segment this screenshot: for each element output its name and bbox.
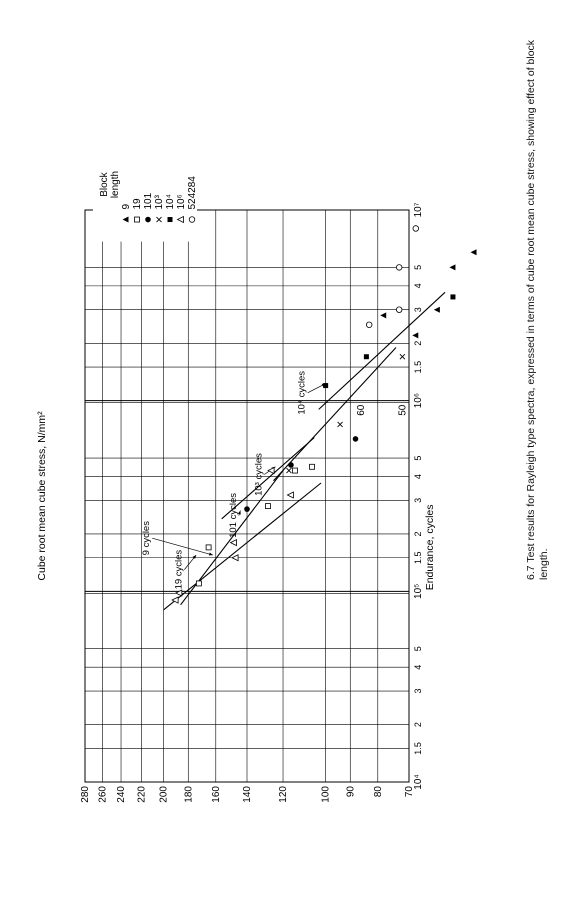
x-tick-label: 1.5 bbox=[413, 551, 423, 565]
x-tick-label: 5 bbox=[413, 264, 423, 270]
data-point bbox=[265, 504, 270, 509]
caption-line-2: length. bbox=[538, 548, 550, 580]
annotation-label: 9 cycles bbox=[141, 521, 153, 556]
fit-lines bbox=[164, 292, 445, 609]
x-tick-label: 3 bbox=[413, 497, 423, 503]
x-tick-label: 10⁶ bbox=[413, 393, 424, 409]
x-tick-label: 3 bbox=[413, 307, 423, 313]
data-point bbox=[323, 383, 328, 388]
annotation-label: 10⁴ cycles bbox=[296, 370, 308, 415]
y-axis-secondary-ticks bbox=[356, 404, 409, 416]
data-point bbox=[287, 492, 293, 498]
data-point bbox=[244, 506, 250, 512]
annotation-label: 101 cycles bbox=[227, 493, 239, 538]
y-tick-label: 260 bbox=[97, 786, 109, 803]
legend-label: 19 bbox=[132, 198, 143, 210]
y-secondary-tick-label: 50 bbox=[397, 404, 409, 416]
data-point bbox=[434, 307, 440, 313]
data-point bbox=[293, 468, 298, 473]
annotation-label: 19 cycles bbox=[173, 549, 185, 590]
legend-title: Block bbox=[99, 172, 110, 197]
data-point bbox=[450, 294, 455, 299]
data-point bbox=[449, 264, 455, 270]
x-tick-label: 4 bbox=[413, 474, 423, 480]
legend bbox=[93, 100, 198, 242]
y-tick-label: 280 bbox=[80, 786, 91, 803]
y-tick-label: 200 bbox=[158, 786, 170, 803]
y-axis-ticks bbox=[80, 786, 415, 803]
data-point bbox=[231, 540, 237, 546]
x-tick-label: 10⁴ bbox=[413, 774, 424, 790]
y-tick-label: 70 bbox=[404, 786, 415, 798]
y-tick-label: 240 bbox=[116, 786, 128, 803]
legend-label: 10³ bbox=[154, 195, 165, 210]
data-point bbox=[400, 354, 405, 359]
caption bbox=[525, 39, 550, 580]
annotation-arrowhead bbox=[209, 553, 213, 556]
y-tick-label: 180 bbox=[183, 786, 195, 803]
x-tick-label: 4 bbox=[413, 283, 423, 289]
x-tick-label: 2 bbox=[413, 531, 423, 537]
y-axis-label: Cube root mean cube stress, N/mm² bbox=[36, 411, 48, 581]
x-tick-label: 1.5 bbox=[413, 742, 423, 755]
y-tick-label: 220 bbox=[136, 786, 148, 803]
legend-marker bbox=[189, 217, 195, 223]
legend-marker bbox=[145, 217, 151, 223]
legend-label: 9 bbox=[121, 203, 132, 210]
y-tick-label: 80 bbox=[372, 786, 384, 798]
data-point bbox=[380, 312, 386, 318]
data-point bbox=[338, 422, 343, 427]
x-tick-label: 10⁷ bbox=[413, 202, 424, 218]
y-tick-label: 160 bbox=[210, 786, 222, 803]
data-point bbox=[364, 354, 369, 359]
data-point bbox=[206, 545, 211, 550]
y-tick-label: 140 bbox=[242, 786, 253, 803]
annotation-label: 10³ cycles bbox=[253, 453, 265, 496]
x-tick-label: 2 bbox=[413, 722, 423, 728]
x-tick-label: 10⁵ bbox=[413, 583, 424, 599]
fit-line bbox=[164, 483, 321, 610]
data-point bbox=[413, 226, 419, 232]
x-axis-label: Endurance, cycles bbox=[424, 504, 436, 591]
data-point bbox=[288, 462, 294, 468]
x-tick-label: 5 bbox=[413, 646, 423, 652]
legend-marker bbox=[135, 217, 140, 222]
data-point bbox=[396, 265, 402, 271]
x-axis-ticks bbox=[413, 202, 424, 789]
caption-line-1: 6.7 Test results for Rayleigh type spectra, expressed in terms of cube root mean cube stress, showing effect of block bbox=[525, 39, 537, 580]
data-point bbox=[310, 464, 315, 469]
data-point bbox=[286, 468, 291, 473]
chart-root bbox=[36, 100, 477, 803]
y-tick-label: 90 bbox=[345, 786, 357, 798]
x-tick-label: 1.5 bbox=[413, 360, 423, 374]
data-point bbox=[196, 581, 201, 586]
data-point bbox=[232, 555, 238, 561]
legend-label: 524284 bbox=[187, 176, 198, 210]
data-point bbox=[396, 307, 402, 313]
annotations bbox=[141, 371, 325, 590]
data-point bbox=[268, 468, 274, 474]
data-point bbox=[353, 436, 359, 442]
data-point bbox=[366, 322, 372, 328]
y-tick-label: 120 bbox=[278, 786, 290, 803]
legend-label: 10⁴ bbox=[165, 194, 176, 210]
x-tick-label: 2 bbox=[413, 340, 423, 346]
x-tick-label: 5 bbox=[413, 455, 423, 461]
legend-label: 10⁶ bbox=[176, 194, 187, 210]
legend-title: length bbox=[110, 170, 121, 199]
x-tick-label: 3 bbox=[413, 688, 423, 694]
legend-label: 101 bbox=[143, 192, 154, 210]
x-tick-label: 4 bbox=[413, 664, 423, 670]
data-point bbox=[471, 249, 477, 255]
legend-marker bbox=[168, 217, 173, 222]
y-tick-label: 100 bbox=[320, 786, 332, 803]
y-secondary-tick-label: 60 bbox=[355, 404, 367, 416]
data-point bbox=[412, 332, 418, 338]
